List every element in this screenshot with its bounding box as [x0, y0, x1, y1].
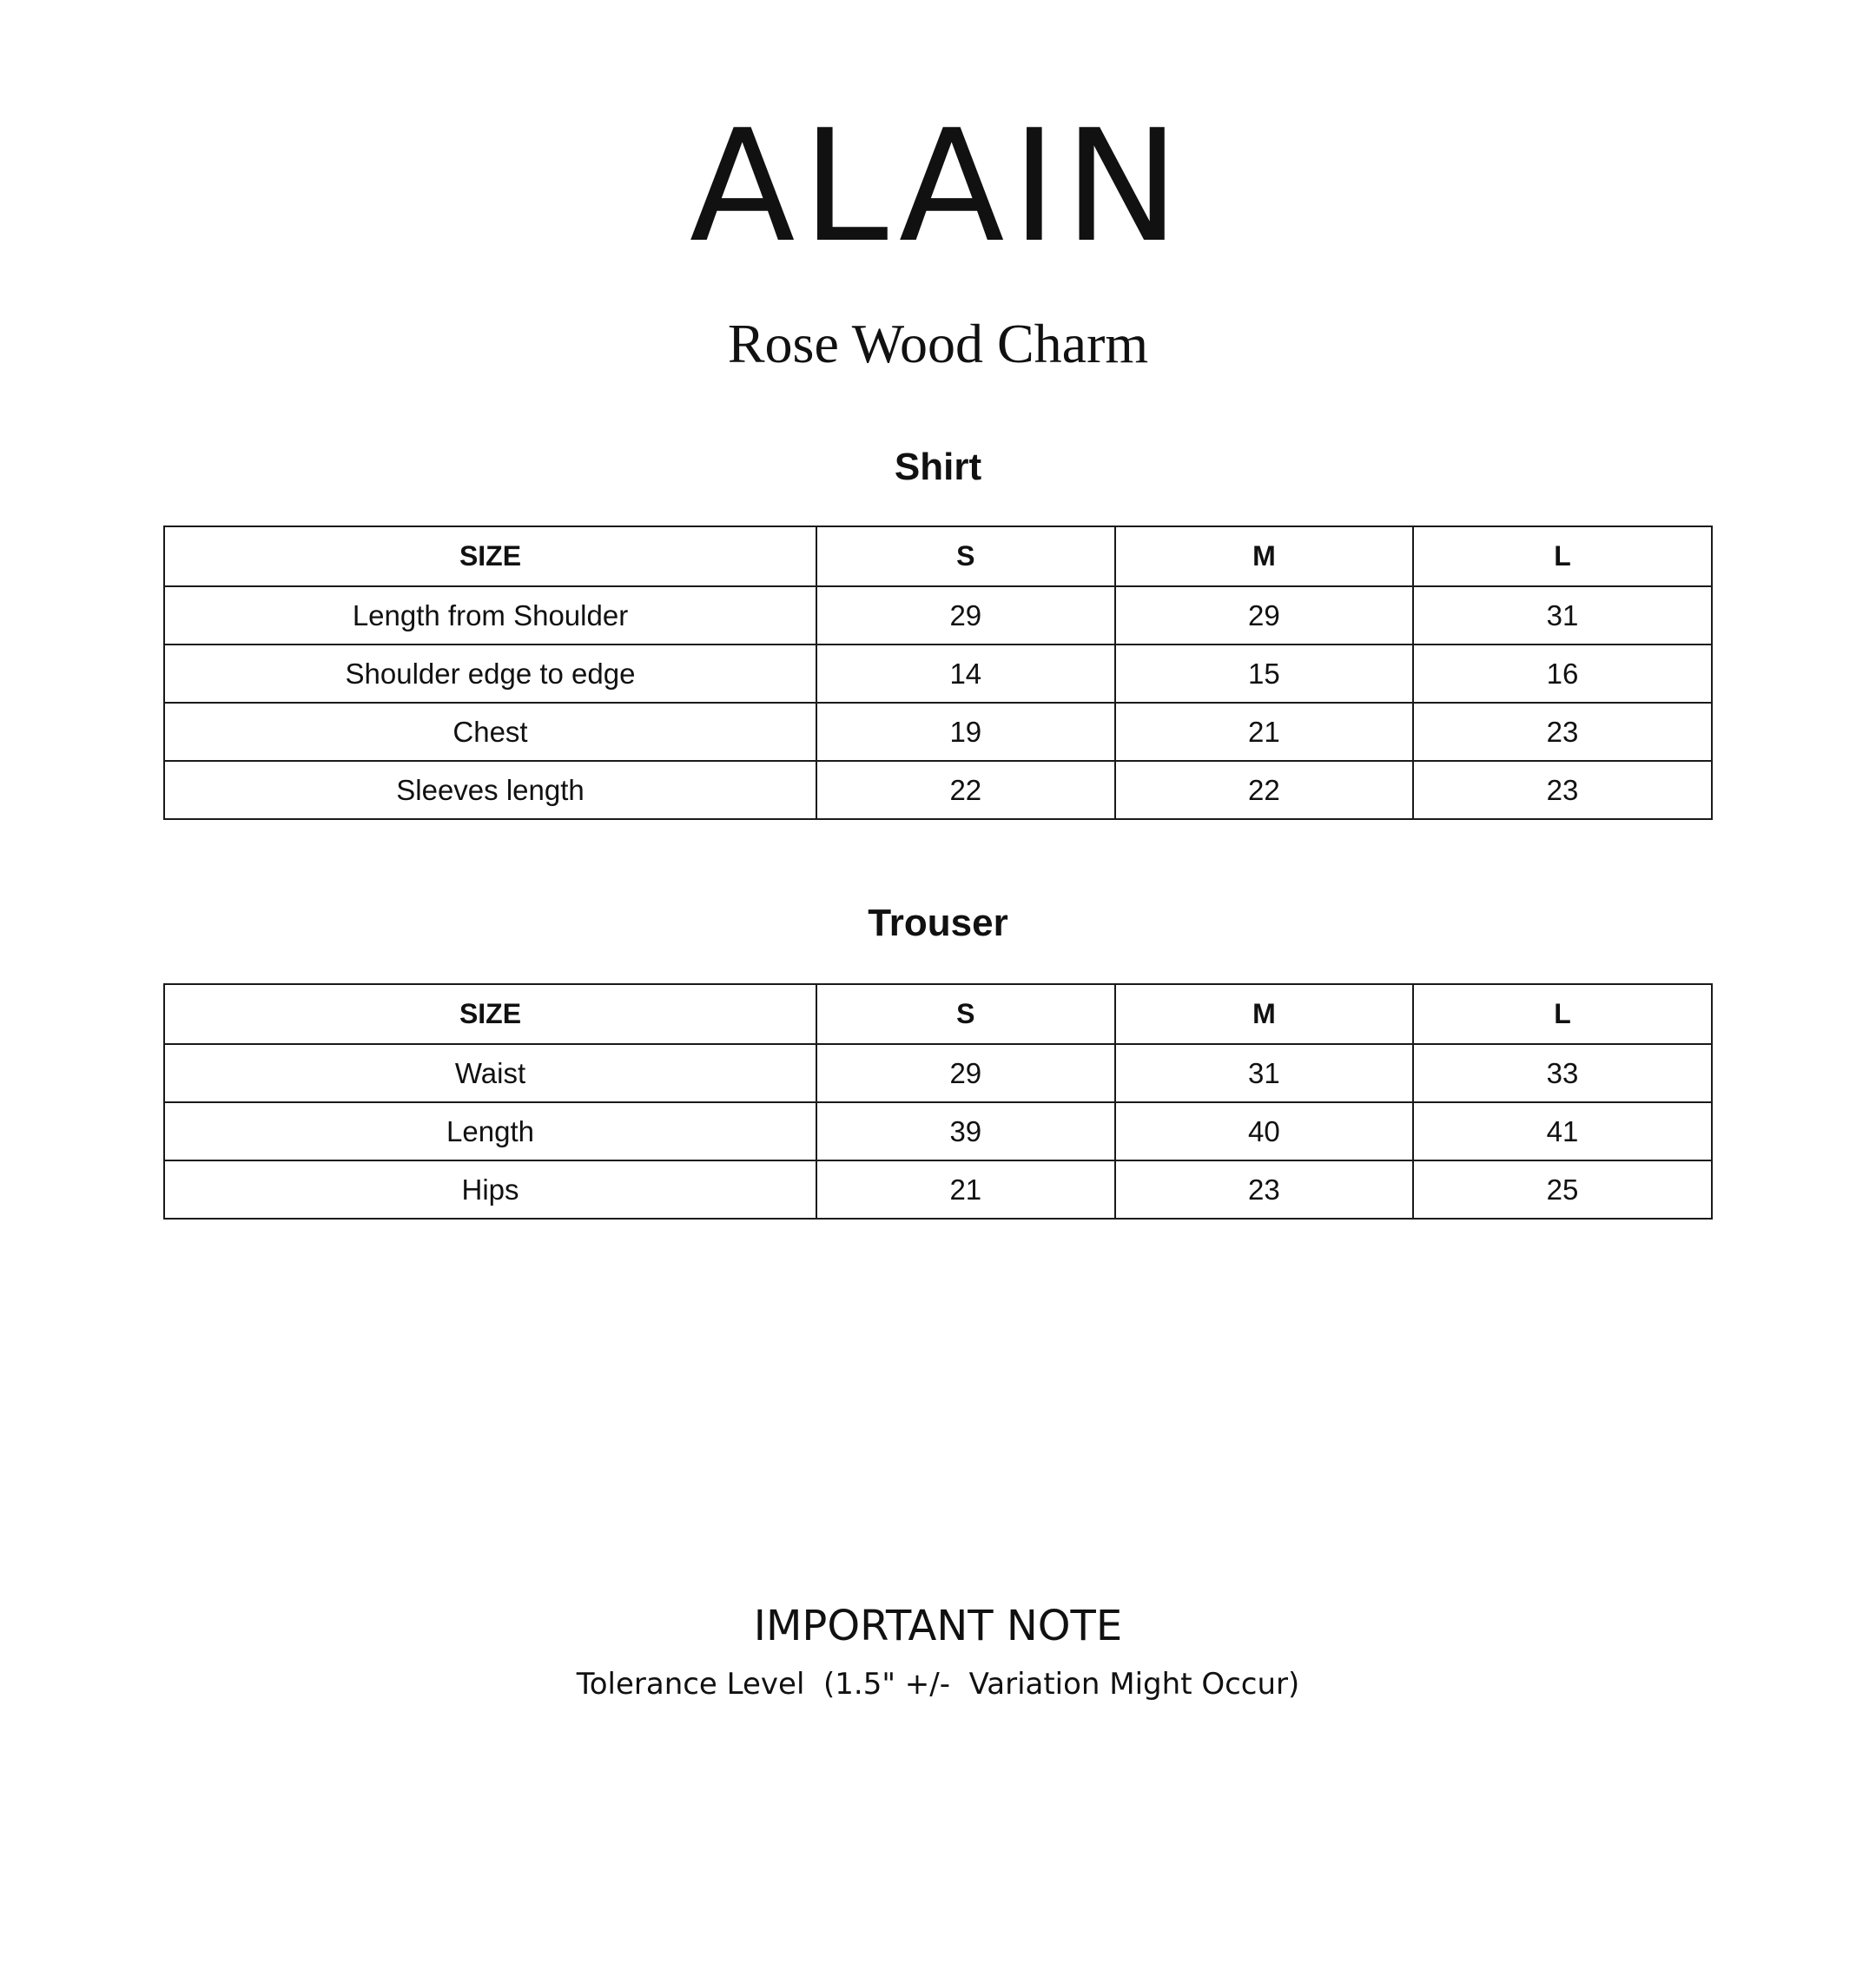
table-cell: 41 [1413, 1102, 1712, 1160]
table-row [164, 586, 1712, 645]
brand-logo: ALAIN [689, 96, 1187, 276]
table-cell: 23 [1413, 761, 1712, 819]
table-row [164, 1160, 1712, 1219]
measurement-label: Hips [164, 1160, 816, 1219]
header-cell: L [1413, 984, 1712, 1044]
tolerance-note: Tolerance Level (1.5" +/- Variation Might Occur) [576, 1667, 1300, 1702]
header-cell: L [1413, 526, 1712, 586]
table-cell: 29 [816, 1044, 1115, 1102]
header-cell: SIZE [164, 526, 816, 586]
measurement-label: Length from Shoulder [164, 586, 816, 645]
table-header-row [164, 526, 1712, 586]
header-cell: M [1115, 526, 1414, 586]
table-cell: 31 [1115, 1044, 1414, 1102]
table-cell: 21 [1115, 703, 1414, 761]
header-cell: S [816, 984, 1115, 1044]
table-row [164, 703, 1712, 761]
measurement-label: Shoulder edge to edge [164, 645, 816, 703]
table-cell: 16 [1413, 645, 1712, 703]
table-header-row [164, 984, 1712, 1044]
important-note-title: IMPORTANT NOTE [753, 1602, 1123, 1650]
table-cell: 23 [1413, 703, 1712, 761]
table-cell: 15 [1115, 645, 1414, 703]
table-cell: 25 [1413, 1160, 1712, 1219]
table-cell: 40 [1115, 1102, 1414, 1160]
table-cell: 33 [1413, 1044, 1712, 1102]
measurement-label: Waist [164, 1044, 816, 1102]
header-cell: S [816, 526, 1115, 586]
shirt-size-table [163, 526, 1713, 820]
shirt-section-title: Shirt [894, 446, 982, 488]
header-cell: M [1115, 984, 1414, 1044]
table-cell: 39 [816, 1102, 1115, 1160]
table-row [164, 1044, 1712, 1102]
table-cell: 21 [816, 1160, 1115, 1219]
collection-title: Rose Wood Charm [727, 313, 1149, 374]
trouser-size-table [163, 983, 1713, 1220]
table-cell: 23 [1115, 1160, 1414, 1219]
measurement-label: Chest [164, 703, 816, 761]
table-row [164, 645, 1712, 703]
table-cell: 14 [816, 645, 1115, 703]
measurement-label: Sleeves length [164, 761, 816, 819]
table-cell: 19 [816, 703, 1115, 761]
table-cell: 22 [1115, 761, 1414, 819]
table-row [164, 1102, 1712, 1160]
header-cell: SIZE [164, 984, 816, 1044]
table-row [164, 761, 1712, 819]
table-cell: 31 [1413, 586, 1712, 645]
table-cell: 29 [816, 586, 1115, 645]
table-cell: 29 [1115, 586, 1414, 645]
measurement-label: Length [164, 1102, 816, 1160]
table-cell: 22 [816, 761, 1115, 819]
trouser-section-title: Trouser [868, 902, 1008, 944]
